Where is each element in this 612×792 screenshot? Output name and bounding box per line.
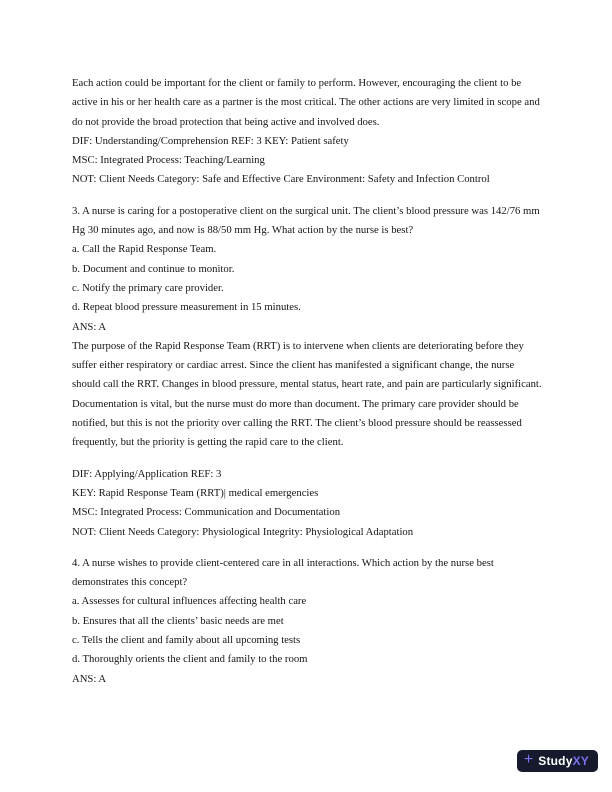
- question3-block: [72, 202, 542, 453]
- studyxy-logo-badge[interactable]: [517, 750, 598, 772]
- question4-stem: 4. A nurse wishes to provide client-centered care in all interactions. Which action by the nurse best demonstrates this concept?: [72, 556, 494, 589]
- brand-name-xy: XY: [572, 754, 589, 768]
- question2-meta-msc-line: MSC: Integrated Process: Teaching/Learning: [72, 154, 265, 167]
- brand-name: [538, 754, 589, 768]
- question3-option-c: c. Notify the primary care provider.: [72, 281, 224, 294]
- plus-icon: +: [523, 751, 534, 768]
- question4-option-d: d. Thoroughly orients the client and family to the room: [72, 653, 308, 666]
- question2-rationale: Each action could be important for the client or family to perform. However, encouraging the client to be active in his or her health care as a partner is the most critical. The other actions are very limited in scope and do not provide the broad protection that being active and involved does.: [72, 77, 540, 128]
- question3-option-d: d. Repeat blood pressure measurement in 15 minutes.: [72, 301, 301, 314]
- question3-option-a: a. Call the Rapid Response Team.: [72, 243, 217, 256]
- question4-option-c: c. Tells the client and family about all upcoming tests: [72, 634, 301, 647]
- question3-meta-not-line: NOT: Client Needs Category: Physiological Integrity: Physiological Adaptation: [72, 525, 414, 538]
- question4-option-b: b. Ensures that all the clients’ basic needs are met: [72, 614, 284, 627]
- question3-metadata: [72, 465, 542, 542]
- question3-stem: 3. A nurse is caring for a postoperative client on the surgical unit. The client’s blood pressure was 142/76 mm Hg 30 minutes ago, and now is 88/50 mm Hg. What action by the nurse is best?: [72, 204, 540, 237]
- question2-metadata: [72, 132, 542, 190]
- question3-meta-msc-line: MSC: Integrated Process: Communication and Documentation: [72, 506, 341, 519]
- question3-option-b: b. Document and continue to monitor.: [72, 262, 235, 275]
- question3-rationale: The purpose of the Rapid Response Team (RRT) is to intervene when clients are deteriorating before they suffer either respiratory or cardiac arrest. Since the client has manifested a significant change, the nurse should call the RRT. Changes in blood pressure, mental status, heart rate, and pain are particularly significant. Documentation is vital, but the nurse must do more than document. The primary care provider should be notified, but this is not the priority over calling the RRT. The client’s blood pressure should be reassessed frequently, but the priority is getting the rapid care to the client.: [72, 339, 542, 449]
- question4-block: [72, 554, 542, 689]
- question2-meta-dif-line: DIF: Understanding/Comprehension REF: 3 KEY: Patient safety: [72, 134, 349, 147]
- question2-meta-not-line: NOT: Client Needs Category: Safe and Effective Care Environment: Safety and Infection Control: [72, 173, 490, 186]
- document-content: [72, 74, 542, 689]
- question4-answer: ANS: A: [72, 672, 107, 685]
- question3-answer: ANS: A: [72, 320, 107, 333]
- question3-meta-key-line: KEY: Rapid Response Team (RRT)| medical emergencies: [72, 486, 319, 499]
- brand-name-study: Study: [538, 754, 573, 768]
- question3-meta-dif-line: DIF: Applying/Application REF: 3: [72, 467, 222, 480]
- question4-option-a: a. Assesses for cultural influences affecting health care: [72, 595, 307, 608]
